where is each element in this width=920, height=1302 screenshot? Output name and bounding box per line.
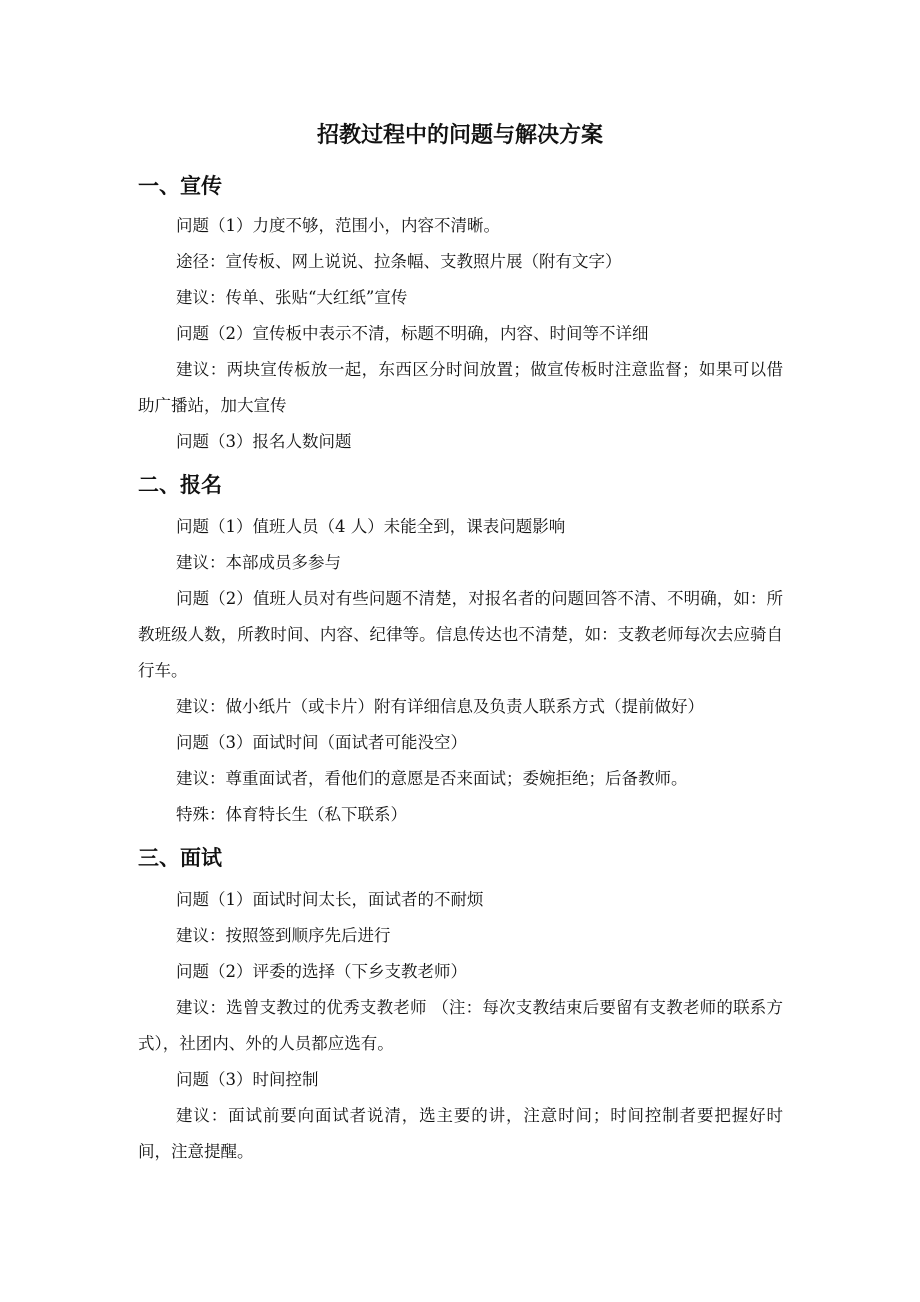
paragraph: 途径：宣传板、网上说说、拉条幅、支教照片展（附有文字） bbox=[176, 252, 622, 271]
paragraph: 特殊：体育特长生（私下联系） bbox=[176, 805, 407, 824]
paragraph: 建议：做小纸片（或卡片）附有详细信息及负责人联系方式（提前做好） bbox=[176, 697, 704, 716]
paragraph: 问题（1）力度不够，范围小，内容不清晰。 bbox=[176, 216, 500, 235]
paragraph: 建议：传单、张贴“大红纸”宣传 bbox=[176, 288, 408, 307]
paragraph: 建议：选曾支教过的优秀支教老师 （注：每次支教结束后要留有支教老师的联系方式），社团内、外的人员都应选有。 bbox=[138, 998, 783, 1053]
paragraph: 建议：本部成员多参与 bbox=[176, 553, 341, 572]
section-heading-registration: 二、报名 bbox=[138, 473, 222, 497]
document-title: 招教过程中的问题与解决方案 bbox=[316, 123, 603, 148]
paragraph: 建议：按照签到顺序先后进行 bbox=[176, 926, 391, 945]
paragraph: 问题（2）宣传板中表示不清，标题不明确，内容、时间等不详细 bbox=[176, 324, 649, 343]
paragraph: 建议：尊重面试者，看他们的意愿是否来面试；委婉拒绝；后备教师。 bbox=[176, 769, 688, 788]
section-heading-publicity: 一、宣传 bbox=[138, 174, 222, 198]
paragraph: 建议：面试前要向面试者说清，选主要的讲，注意时间；时间控制者要把握好时间，注意提醒。 bbox=[138, 1106, 783, 1161]
paragraph: 问题（2）评委的选择（下乡支教老师） bbox=[176, 962, 467, 981]
paragraph: 问题（1）面试时间太长，面试者的不耐烦 bbox=[176, 890, 484, 909]
paragraph: 问题（3）报名人数问题 bbox=[176, 432, 352, 451]
paragraph: 问题（1）值班人员（4 人）未能全到，课表问题影响 bbox=[176, 517, 566, 536]
section-heading-interview: 三、面试 bbox=[138, 846, 222, 870]
paragraph: 问题（3）面试时间（面试者可能没空） bbox=[176, 733, 467, 752]
paragraph: 建议：两块宣传板放一起，东西区分时间放置；做宣传板时注意监督；如果可以借助广播站，加大宣传 bbox=[138, 360, 783, 415]
paragraph: 问题（3）时间控制 bbox=[176, 1070, 319, 1089]
paragraph: 问题（2）值班人员对有些问题不清楚，对报名者的问题回答不清、不明确，如：所教班级人数，所教时间、内容、纪律等。信息传达也不清楚，如：支教老师每次去应骑自行车。 bbox=[138, 589, 783, 680]
